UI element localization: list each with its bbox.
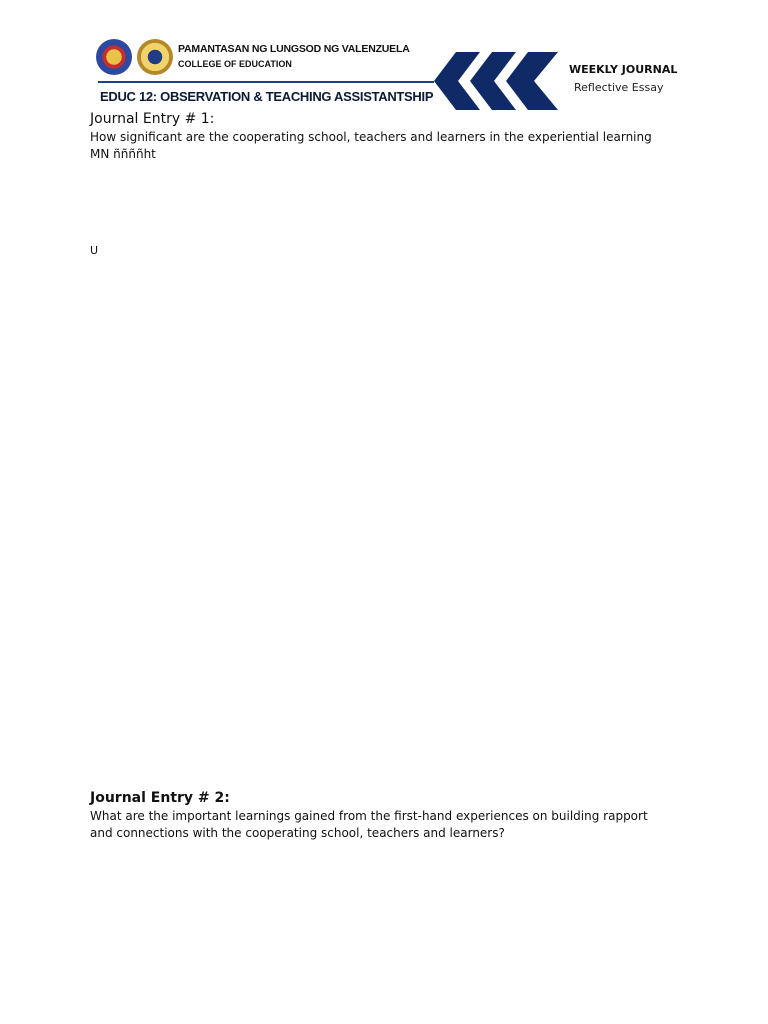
stray-text: U xyxy=(90,244,99,257)
header-banner xyxy=(94,34,680,110)
reflective-essay-label: Reflective Essay xyxy=(574,81,664,94)
question-line: What are the important learnings gained from the first-hand experiences on building rapport xyxy=(90,809,648,823)
college-name: COLLEGE OF EDUCATION xyxy=(178,59,292,69)
chevron-arrows-icon xyxy=(434,52,562,110)
journal-entry-1-title: Journal Entry # 1: xyxy=(90,111,215,127)
question-line: MN ññññht xyxy=(90,146,156,161)
course-title: EDUC 12: OBSERVATION & TEACHING ASSISTANTSHIP xyxy=(100,89,434,104)
journal-entry-1-question xyxy=(90,129,690,162)
question-line: How significant are the cooperating school, teachers and learners in the experiential learning xyxy=(90,130,652,144)
university-name: PAMANTASAN NG LUNGSOD NG VALENZUELA xyxy=(178,43,410,55)
header-divider xyxy=(98,81,434,83)
journal-entry-2-question xyxy=(90,808,690,841)
question-line: and connections with the cooperating school, teachers and learners? xyxy=(90,825,505,840)
weekly-journal-label: WEEKLY JOURNAL xyxy=(569,63,678,76)
journal-entry-2-title: Journal Entry # 2: xyxy=(90,790,230,806)
university-seal-logo xyxy=(96,39,132,75)
college-seal-logo xyxy=(137,39,173,75)
